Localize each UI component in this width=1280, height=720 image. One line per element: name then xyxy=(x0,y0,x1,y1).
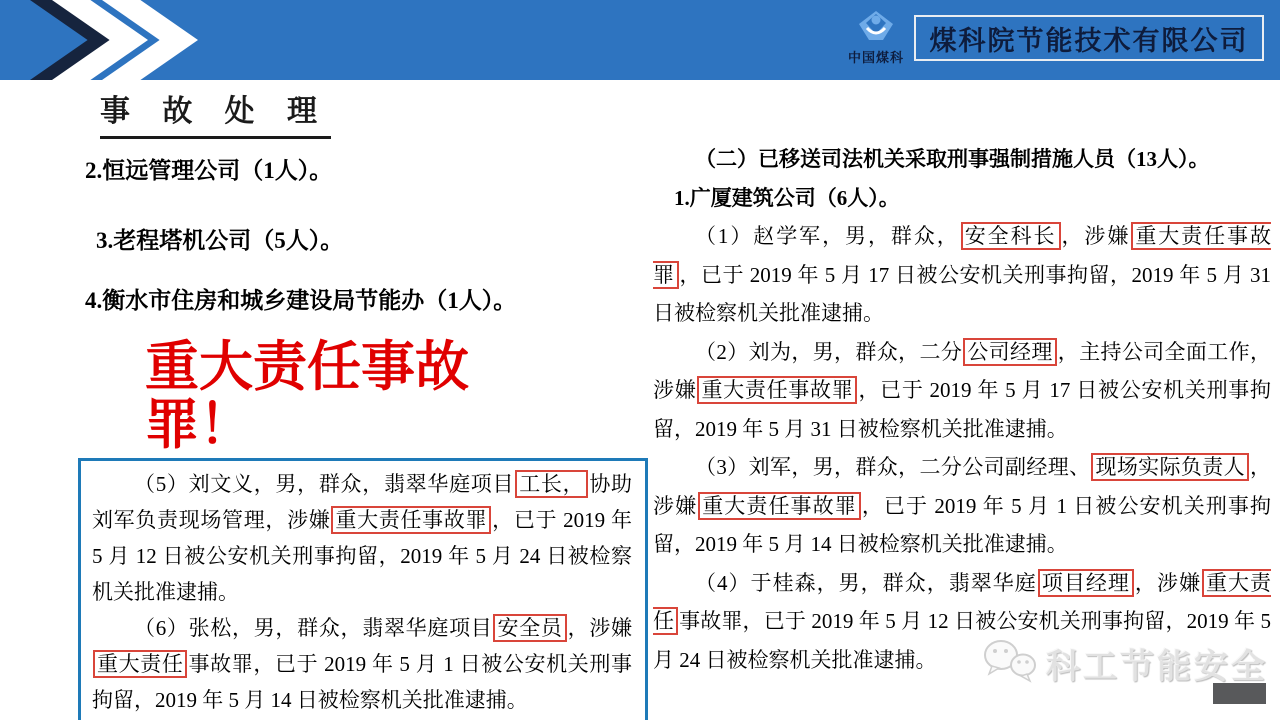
list-item: 2.恒远管理公司（1人）。 xyxy=(85,158,333,183)
company-name-box: 煤科院节能技术有限公司 xyxy=(914,15,1264,61)
text-segment: （4）于桂森，男，群众，翡翠华庭 xyxy=(695,570,1037,595)
big-red-emphasis: 重大责任事故罪！ xyxy=(145,337,469,455)
case-paragraph xyxy=(92,610,632,718)
company-logo xyxy=(840,10,912,66)
page-title: 事 故 处 理 xyxy=(100,86,331,139)
red-highlight-box: 安全员 xyxy=(493,614,566,642)
text-segment: 协助刘军负责现场管理，涉嫌 xyxy=(92,472,633,532)
red-highlight-box: 安全科长 xyxy=(961,222,1061,250)
wechat-bubbles-icon xyxy=(982,636,1040,691)
text-segment: （3）刘军，男，群众，二分公司副经理、 xyxy=(695,455,1091,479)
watermark-text: 科工节能安全 xyxy=(1046,648,1268,686)
text-segment: ，已于 2019 年 5 月 17 日被公安机关刑事拘留，2019 年 5 月 31 日被检察机关批准逮捕。 xyxy=(653,378,1272,441)
case-paragraph xyxy=(653,217,1271,333)
logo-text: 中国煤科 xyxy=(847,50,904,65)
red-highlight-box: 重大责任事故罪 xyxy=(331,506,491,534)
text-segment: ，涉嫌 xyxy=(1134,570,1201,595)
list-item: 4.衡水市住房和城乡建设局节能办（1人）。 xyxy=(85,288,517,313)
text-segment: ，已于 2019 年 5 月 12 日被公安机关刑事拘留，2019 年 5 月 24 日被检察机关批准逮捕。 xyxy=(92,508,633,604)
text-segment: ，主持公司全面工作，涉嫌 xyxy=(653,339,1272,402)
text-segment: （5）刘文义，男，群众，翡翠华庭项目 xyxy=(134,472,515,496)
text-segment: ，涉嫌 xyxy=(653,455,1272,518)
case-detail-box xyxy=(78,458,648,720)
red-highlight-box: 重大责任事故罪 xyxy=(698,492,861,520)
red-highlight-box: 公司经理 xyxy=(963,338,1056,366)
red-highlight-box: 项目经理 xyxy=(1038,569,1134,597)
section-subheading: 1.广厦建筑公司（6人）。 xyxy=(674,185,900,210)
text-segment: 事故罪，已于 2019 年 5 月 12 日被公安机关刑事拘留，2019 年 5 月 24 日被检察机关批准逮捕。 xyxy=(653,609,1272,672)
header-band xyxy=(0,0,1280,80)
watermark xyxy=(982,636,1268,691)
right-column xyxy=(653,140,1271,679)
text-segment: ，已于 2019 年 5 月 1 日被公安机关刑事拘留，2019 年 5 月 14 日被检察机关批准逮捕。 xyxy=(653,493,1272,556)
list-item: 3.老程塔机公司（5人）。 xyxy=(96,228,344,253)
section-heading: （二）已移送司法机关采取刑事强制措施人员（13人）。 xyxy=(695,147,1210,171)
text-segment: ，涉嫌 xyxy=(1061,224,1131,248)
red-highlight-box: 重大责任事故罪 xyxy=(697,376,857,404)
ccteg-logo-icon xyxy=(853,29,899,46)
text-segment: ，已于 2019 年 5 月 17 日被公安机关刑事拘留，2019 年 5 月 31 日被检察机关批准逮捕。 xyxy=(653,262,1271,325)
case-paragraph xyxy=(92,466,632,610)
red-highlight-box: 重大责任 xyxy=(93,650,187,678)
red-highlight-box: 重大责任事故罪 xyxy=(653,224,1271,287)
text-segment: ，涉嫌 xyxy=(567,616,633,640)
red-highlight-box: 现场实际负责人 xyxy=(1091,453,1249,481)
text-segment: （6）张松，男，群众，翡翠华庭项目 xyxy=(134,616,493,640)
text-segment: （1）赵学军，男，群众， xyxy=(695,224,960,248)
text-segment: （2）刘为，男，群众，二分 xyxy=(695,339,963,364)
red-highlight-box: 工长， xyxy=(515,470,588,498)
red-highlight-box: 重大责任 xyxy=(653,570,1272,633)
case-paragraph xyxy=(653,333,1271,449)
text-segment: 事故罪，已于 2019 年 5 月 1 日被公安机关刑事拘留，2019 年 5 月 14 日被检察机关批准逮捕。 xyxy=(92,652,633,712)
case-paragraph xyxy=(653,448,1271,564)
